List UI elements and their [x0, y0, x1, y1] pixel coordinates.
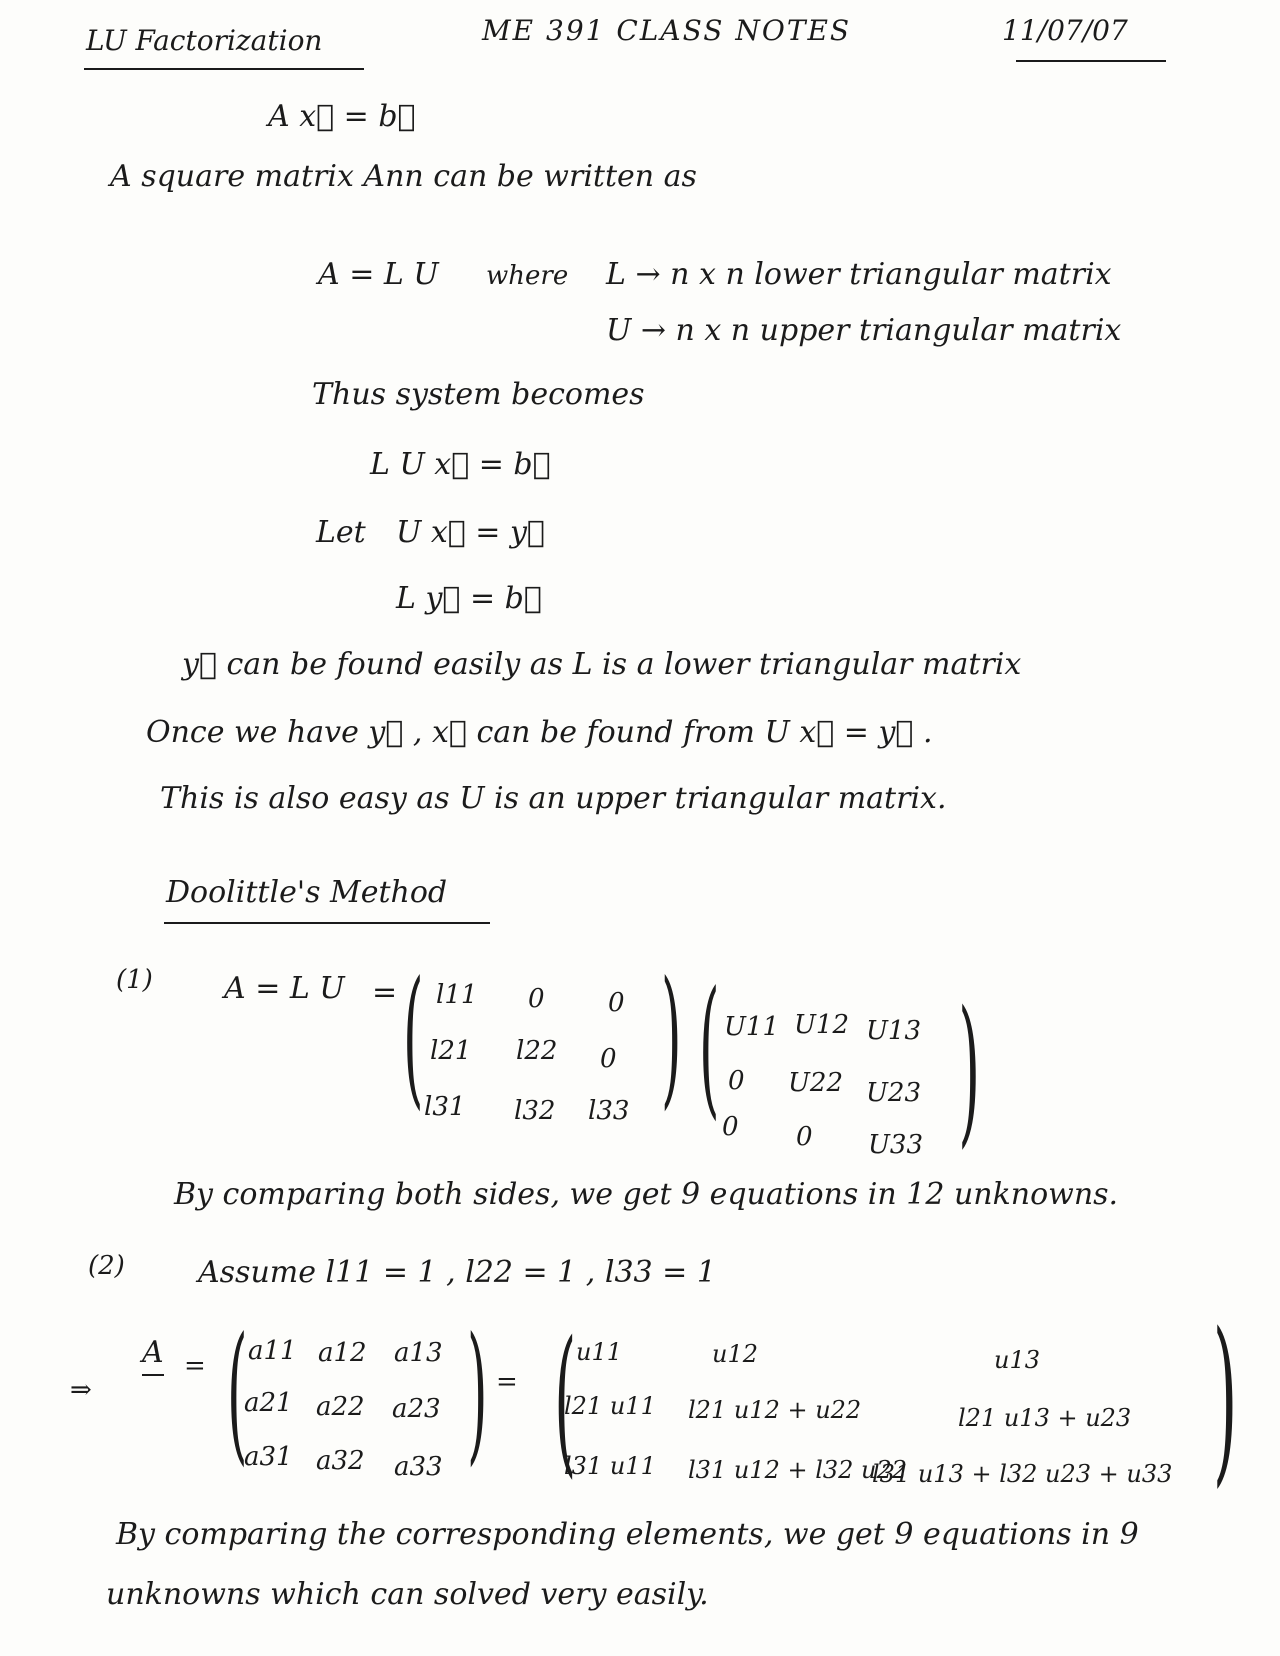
compare1-text: By comparing both sides, we get 9 equations in 12 unknowns. — [174, 1177, 1119, 1212]
ly-b-equation: L y⃗ = b⃗ — [396, 581, 542, 616]
a-matrix-cell: a11 — [248, 1336, 297, 1366]
u-matrix-cell: 0 — [796, 1122, 813, 1152]
l-matrix-cell: l33 — [588, 1096, 630, 1126]
lu-definition: A = L U — [318, 257, 439, 292]
l-matrix-right-paren: ) — [661, 950, 682, 1124]
compare2-continued: unknowns which can solved very easily. — [106, 1577, 709, 1612]
product-cell: l21 u12 + u22 — [688, 1396, 862, 1424]
step1-equation: A = L U — [224, 971, 345, 1006]
a-matrix-cell: a12 — [318, 1338, 367, 1368]
u-matrix-right-paren: ) — [958, 976, 981, 1163]
a-matrix-cell: a23 — [392, 1394, 441, 1424]
l-matrix-cell: l32 — [514, 1096, 556, 1126]
intro-text: A square matrix Ann can be written as — [110, 159, 697, 194]
l-definition: L → n x n lower triangular matrix — [606, 257, 1112, 292]
step1-label: (1) — [116, 965, 153, 995]
u-matrix-cell: U33 — [868, 1130, 923, 1160]
doolittle-heading: Doolittle's Method — [166, 875, 448, 910]
u-matrix-cell: U12 — [794, 1010, 849, 1040]
product-left-paren: ( — [554, 1306, 577, 1493]
product-cell: l21 u11 — [564, 1392, 656, 1420]
l-matrix-cell: l22 — [516, 1036, 558, 1066]
u-matrix-cell: 0 — [728, 1066, 745, 1096]
product-cell: u12 — [712, 1340, 758, 1368]
system-becomes: Thus system becomes — [312, 377, 645, 412]
l-matrix-cell: 0 — [600, 1044, 617, 1074]
doolittle-underline — [164, 922, 490, 924]
where-word: where — [486, 261, 569, 291]
l-matrix-left-paren: ( — [403, 950, 424, 1124]
topic-underline — [84, 68, 364, 70]
product-cell: l21 u13 + u23 — [958, 1404, 1132, 1432]
y-found-text: y⃗ can be found easily as L is a lower triangular matrix — [182, 647, 1022, 682]
l-matrix-cell: l31 — [424, 1092, 466, 1122]
system-equation: A x⃗ = b⃗ — [268, 99, 416, 134]
u-matrix-cell: U13 — [866, 1016, 921, 1046]
date: 11/07/07 — [1002, 14, 1128, 47]
a-matrix-right-paren: ) — [467, 1306, 488, 1480]
product-cell: l31 u12 + l32 u22 — [688, 1456, 908, 1484]
a-matrix-cell: a13 — [394, 1338, 443, 1368]
product-cell: l31 u13 + l32 u23 + u33 — [872, 1460, 1173, 1488]
topic-title: LU Factorization — [86, 24, 323, 57]
a-matrix-cell: a33 — [394, 1452, 443, 1482]
u-matrix-cell: U22 — [788, 1068, 843, 1098]
product-cell: u13 — [994, 1346, 1040, 1374]
course-title: ME 391 CLASS NOTES — [482, 14, 852, 47]
l-matrix-cell: 0 — [528, 984, 545, 1014]
l-matrix-cell: 0 — [608, 988, 625, 1018]
u-definition: U → n x n upper triangular matrix — [606, 313, 1122, 348]
a-label: A — [142, 1335, 164, 1370]
product-cell: l31 u11 — [564, 1452, 656, 1480]
l-matrix-cell: l21 — [430, 1036, 472, 1066]
a-matrix-cell: a21 — [244, 1388, 293, 1418]
let-word: Let — [316, 515, 366, 550]
u-matrix-cell: 0 — [722, 1112, 739, 1142]
l-matrix-cell: l11 — [436, 980, 478, 1010]
product-right-paren: ) — [1212, 1295, 1238, 1504]
u-matrix-cell: U23 — [866, 1078, 921, 1108]
product-equals: = — [496, 1367, 518, 1397]
product-cell: u11 — [576, 1338, 622, 1366]
a-matrix-cell: a22 — [316, 1392, 365, 1422]
once-text: Once we have y⃗ , x⃗ can be found from U x⃗ = y⃗ . — [146, 715, 933, 750]
a-matrix-left-paren: ( — [227, 1306, 248, 1480]
a-matrix-cell: a31 — [244, 1442, 293, 1472]
u-matrix-cell: U11 — [724, 1012, 779, 1042]
also-easy-text: This is also easy as U is an upper triangular matrix. — [160, 781, 947, 816]
step2-label: (2) — [88, 1251, 125, 1281]
step1-equals: = — [372, 975, 398, 1010]
a-underline — [142, 1374, 164, 1376]
a-matrix-cell: a32 — [316, 1446, 365, 1476]
compare2-text: By comparing the corresponding elements, we get 9 equations in 9 — [116, 1517, 1139, 1552]
a-equals: = — [184, 1351, 206, 1381]
assume-text: Assume l11 = 1 , l22 = 1 , l33 = 1 — [198, 1255, 716, 1290]
u-matrix-left-paren: ( — [699, 960, 720, 1134]
implies-arrow: ⇒ — [70, 1375, 92, 1405]
lux-equation: L U x⃗ = b⃗ — [370, 447, 551, 482]
ux-y-equation: U x⃗ = y⃗ — [396, 515, 545, 550]
date-underline — [1016, 60, 1166, 62]
